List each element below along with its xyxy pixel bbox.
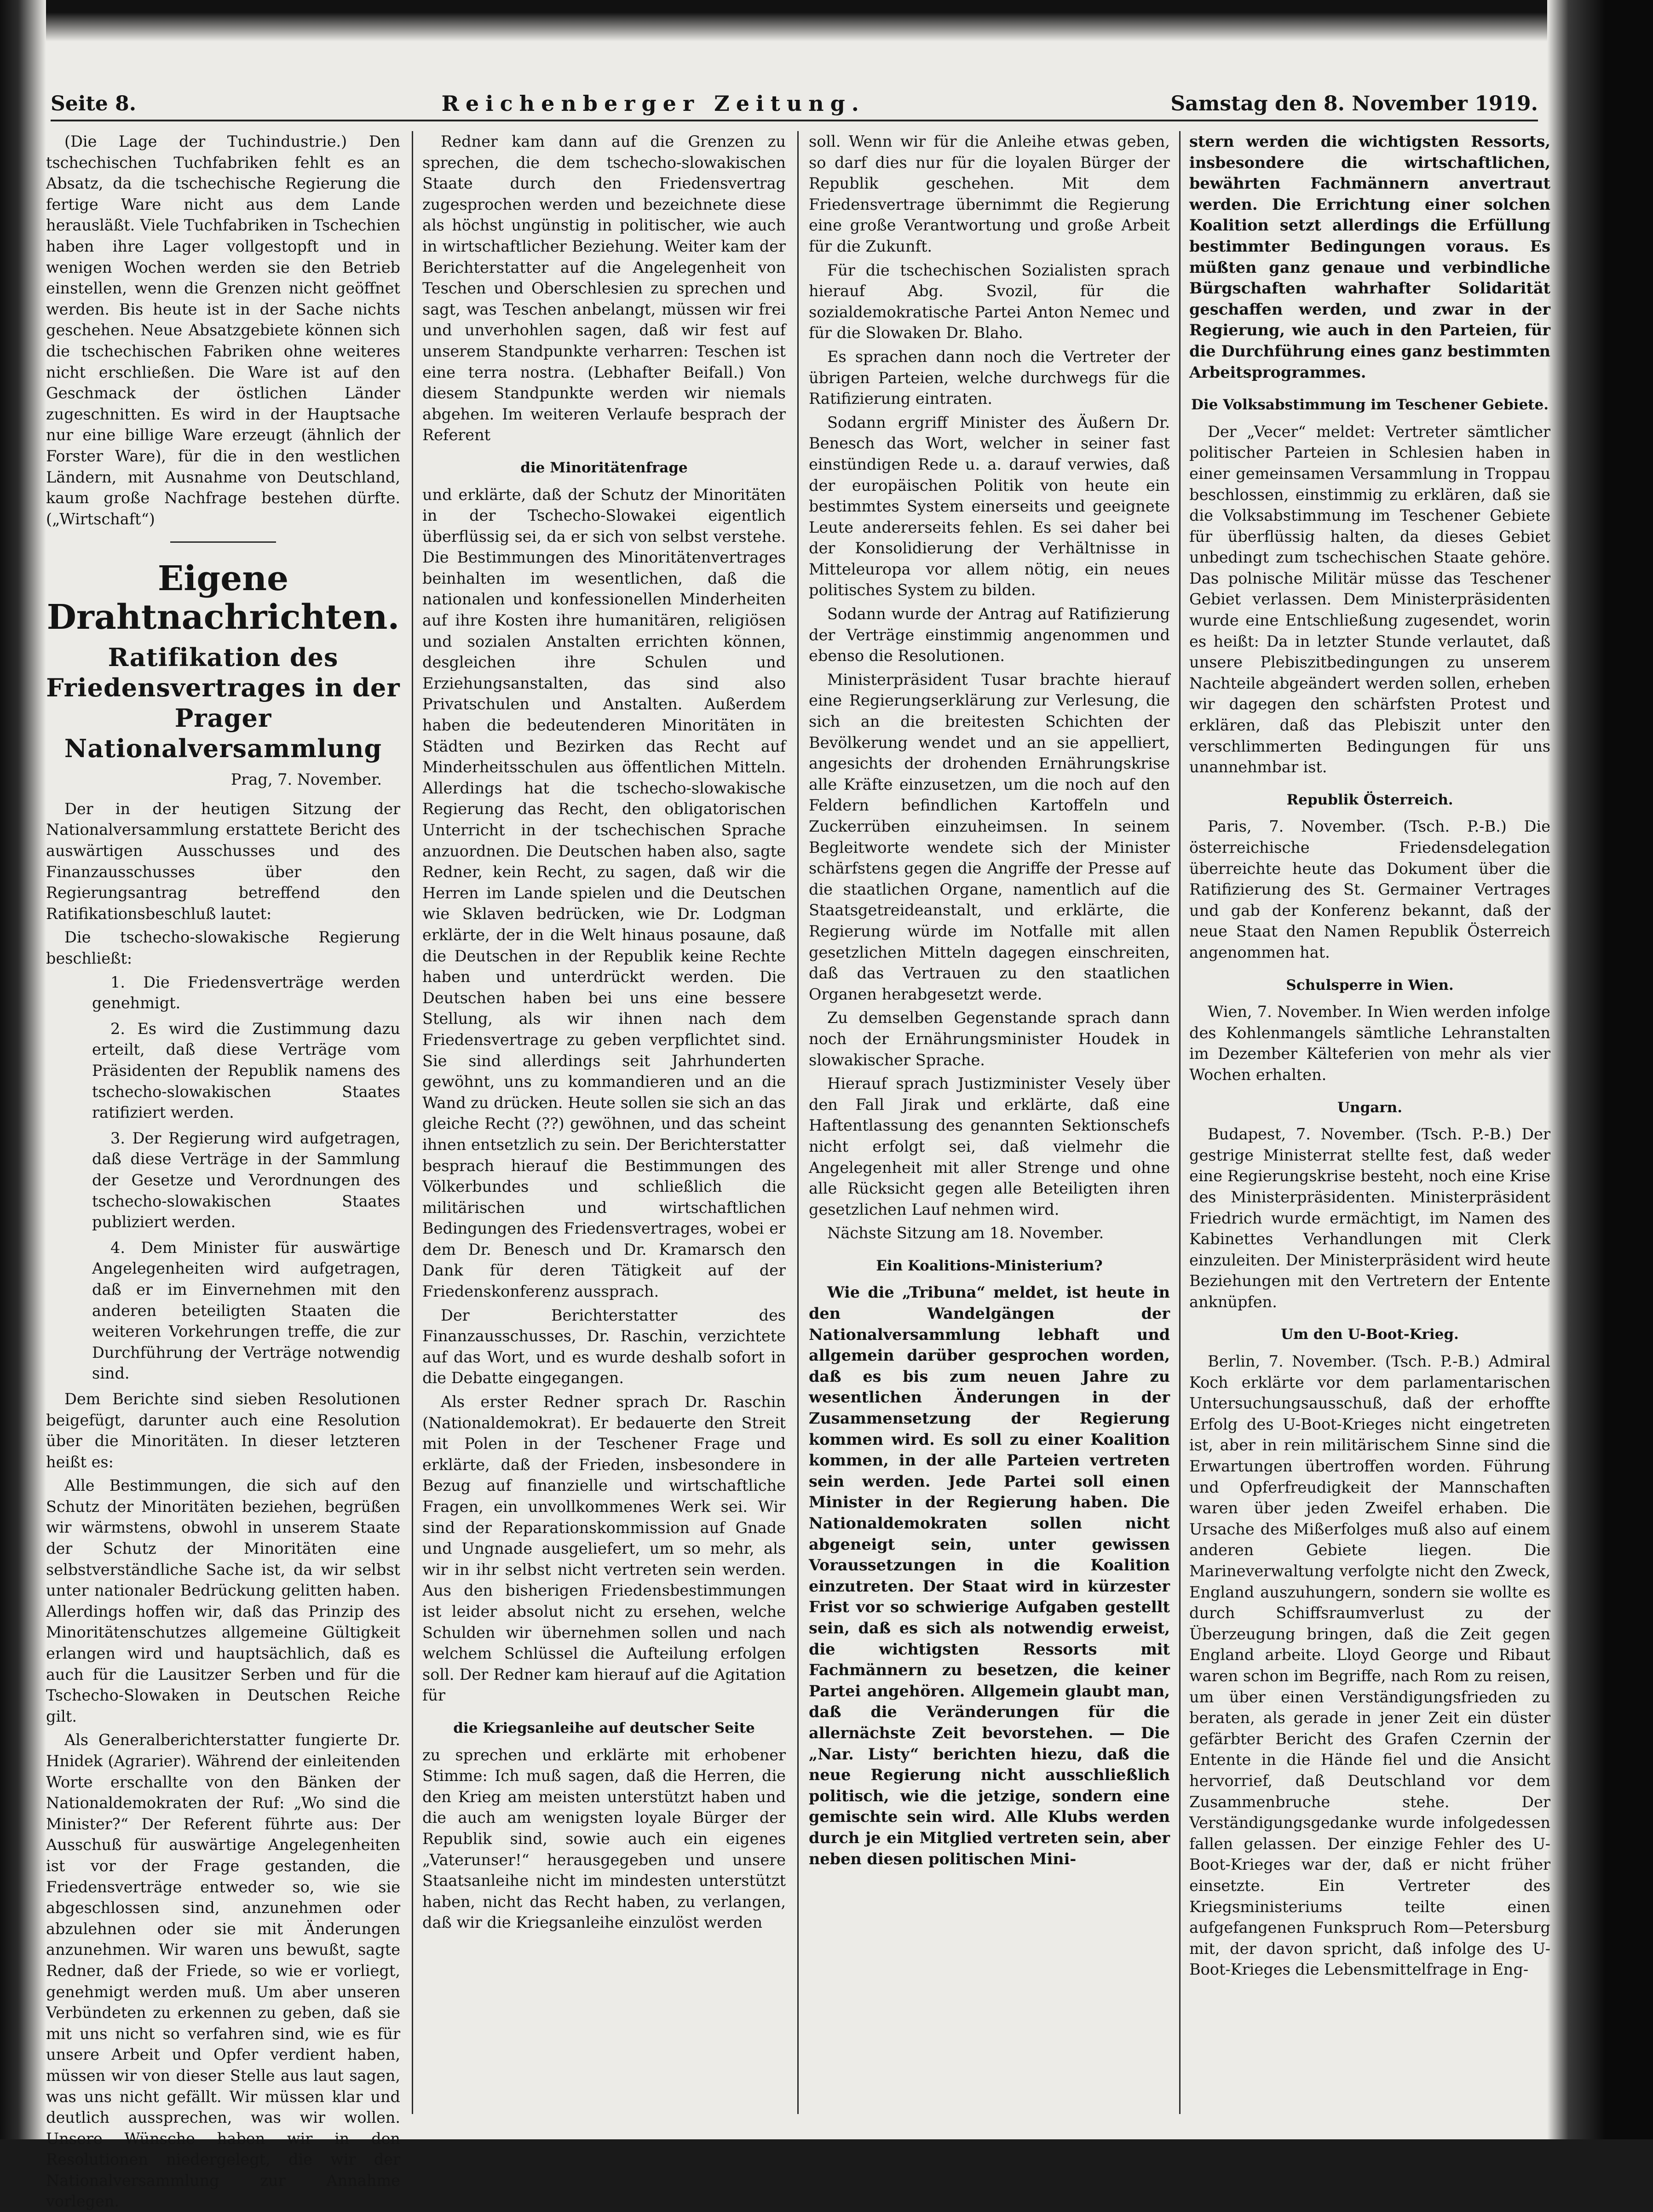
scan-edge-left xyxy=(0,0,46,2139)
paragraph: Der in der heutigen Sitzung der Nationalversammlung erstattete Bericht des auswärtigen Ausschusses und des Finanzausschusses über den Regierungsantrag betreffend den Ratifikationsbeschluß lautet: xyxy=(46,799,400,923)
subheading: Schulsperre in Wien. xyxy=(1286,977,1454,994)
subheading: die Kriegsanleihe auf deutscher Seite xyxy=(453,1719,755,1736)
paragraph: Sodann wurde der Antrag auf Ratifizierung der Verträge einstimmig angenommen und ebenso die Resolutionen. xyxy=(809,605,1170,665)
paragraph: stern werden die wichtigsten Ressorts, insbesondere die wirtschaftlichen, bewährten Fachmännern anvertraut werden. Die Errichtung einer solchen Koalition setzt allerdings die Erfüllung bestimmter Bedingungen voraus. Es müßten ganz genaue und verbindliche Bürgschaften wahrhafter Solidarität geschaffen werden, und zwar in der Regierung, wie auch in den Parteien, für die Durchführung eines ganz bestimmten Arbeitsprogrammes. xyxy=(1189,132,1550,381)
newspaper-title: Reichenberger Zeitung. xyxy=(441,91,865,116)
subheading: Ungarn. xyxy=(1337,1099,1402,1116)
dateline: Prag, 7. November. xyxy=(230,770,382,789)
paragraph: Hierauf sprach Justizminister Vesely über den Fall Jirak und erklärte, daß eine Haftentlassung des genannten Sektionschefs nicht erfolgt sei, daß vielmehr die Angelegenheit mit aller Strenge und ohne alle Rücksicht gegen alle Beteiligten ihren gesetzlichen Lauf nehmen wird. xyxy=(809,1074,1170,1218)
article-headline: Ratifikation des Friedensvertrages in der Prager Nationalversammlung xyxy=(46,643,400,764)
section-heading: Eigene Drahtnachrichten. xyxy=(46,559,400,638)
paragraph: zu sprechen und erklärte mit erhobener Stimme: Ich muß sagen, daß die Herren, die den Krieg am meisten unterstützt haben und die auch am wenigsten loyale Bürger der Republik sind, sowie auch ein eigenes „Vaterunser!“ herausgegeben und unsere Staatsanleihe nicht im mindesten unterstützt haben, nicht das Recht haben, zu verlangen, daß wir die Kriegsanleihe einzulöst werden xyxy=(422,1746,786,1932)
subheading: Die Volksabstimmung im Teschener Gebiete. xyxy=(1191,396,1549,414)
paragraph: Als erster Redner sprach Dr. Raschin (Nationaldemokrat). Er bedauerte den Streit mit Polen in der Teschener Frage und erklärte, daß der Frieden, insbesondere in Bezug auf finanzielle und wirtschaftliche Fragen, ein unvollkommenes Werk sei. Wir sind der Reparationskommission auf Gnade und Ungnade ausgeliefert, um so mehr, als wir in ihr selbst nicht vertreten sein werden. Aus den bisherigen Friedensbestimmungen ist leider absolut nicht zu ersehen, welche Schulden wir übernehmen sollen und nach welchem Schlüssel die Aufteilung erfolgen soll. Der Redner kam hierauf auf die Agitation für xyxy=(422,1393,786,1705)
resolution-item: 1. Die Friedensverträge werden genehmigt. xyxy=(92,973,400,1012)
subheading: Um den U-Boot-Krieg. xyxy=(1281,1326,1459,1343)
resolution-item: 3. Der Regierung wird aufgetragen, daß diese Verträge in der Sammlung der Gesetze und Verordnungen des tschecho-slowakischen Staates publiziert werden. xyxy=(92,1129,400,1231)
column-2 xyxy=(422,131,786,2114)
subheading: die Minoritätenfrage xyxy=(520,459,688,476)
scan-edge-right xyxy=(1547,0,1653,2139)
paragraph: Als Generalberichterstatter fungierte Dr. Hnidek (Agrarier). Während der einleitenden Worte erschallte von den Bänken der Nationaldemokraten der Ruf: „Wo sind die Minister?“ Der Referent führte aus: Der Ausschuß für auswärtige Angelegenheiten ist vor der Frage gestanden, die Friedensverträge entweder so, wie sie abgeschlossen sind, anzunehmen oder abzulehnen oder sie mit Änderungen anzunehmen. Wir waren uns bewußt, sagte Redner, daß der Friede, so wie er vorliegt, genehmigt werden muß. Um aber unseren Verbündeten zu erkennen zu geben, daß sie mit uns nicht so verfahren sind, wie es für unsere Arbeit und Opfer verdient haben, müssen wir von dieser Stelle aus laut sagen, was uns nicht gefällt. Wir müssen klar und deutlich aussprechen, was wir wollen. Unsere Wünsche haben wir in den Resolutionen niedergelegt, die wir der Nationalversammlung zur Annahme vorlegen. xyxy=(46,1731,400,2211)
paragraph: Budapest, 7. November. (Tsch. P.-B.) Der gestrige Ministerrat stellte fest, daß weder eine Regierungskrise besteht, noch eine Krise des Ministerpräsidenten. Ministerpräsident Friedrich wurde ermächtigt, im Namen des Kabinettes Verhandlungen mit Clerk einzuleiten. Der Ministerpräsident wird heute Beziehungen mit den Vertretern der Entente anknüpfen. xyxy=(1189,1125,1550,1311)
paragraph: Der Berichterstatter des Finanzausschusses, Dr. Raschin, verzichtete auf das Wort, und es wurde deshalb sofort in die Debatte eingegangen. xyxy=(422,1306,786,1387)
paragraph: Die tschecho-slowakische Regierung beschließt: xyxy=(46,928,400,968)
column-rule xyxy=(412,131,413,2114)
paragraph: Nächste Sitzung am 18. November. xyxy=(827,1224,1104,1242)
page-number: Seite 8. xyxy=(51,92,137,115)
paragraph: Es sprachen dann noch die Vertreter der übrigen Parteien, welche durchwegs für die Ratifizierung eintraten. xyxy=(809,347,1170,408)
resolution-item: 4. Dem Minister für auswärtige Angelegenheiten wird aufgetragen, daß er im Einvernehmen mit den anderen beteiligten Staaten die weiteren Vorkehrungen treffe, die zur Durchführung der Verträge notwendig sind. xyxy=(92,1238,400,1383)
paragraph: Wien, 7. November. In Wien werden infolge des Kohlenmangels sämtliche Lehranstalten im Dezember Kälteferien von mehr als vier Wochen erhalten. xyxy=(1189,1003,1550,1084)
paragraph: Wie die „Tribuna“ meldet, ist heute in den Wandelgängen der Nationalversammlung lebhaft und allgemein darüber gesprochen worden, daß es bis zum neuen Jahre zu wesentlichen Änderungen in der Zusammensetzung der Regierung kommen wird. Es soll zu einer Koalition kommen, in der alle Parteien vertreten sein werden. Jede Partei soll einen Minister in der Regierung haben. Die Nationaldemokraten sollen nicht abgeneigt sein, unter gewissen Voraussetzungen in die Koalition einzutreten. Der Staat wird in kürzester Frist vor so schwierige Aufgaben gestellt sein, daß es sich als notwendig erweist, die wichtigsten Ressorts mit Fachmännern zu besetzen, die keiner Partei angehören. Allgemein glaubt man, daß die Veränderungen für die allernächste Zeit bevorstehen. — Die „Nar. Listy“ berichten hiezu, daß die neue Regierung nicht ausschließlich politisch, wie die jetzige, sondern eine gemischte sein wird. Alle Klubs werden durch je ein Mitglied vertreten sein, aber neben diesen politischen Mini- xyxy=(809,1283,1170,1868)
column-1 xyxy=(46,131,400,2211)
column-3 xyxy=(809,131,1170,2114)
column-rule xyxy=(1179,131,1181,2114)
paragraph: Zu demselben Gegenstande sprach dann noch der Ernährungsminister Houdek in slowakischer Sprache. xyxy=(809,1009,1170,1069)
paragraph: Redner kam dann auf die Grenzen zu sprechen, die dem tschecho-slowakischen Staate durch den Friedensvertrag zugesprochen werden und bezeichnete diese als höchst ungünstig in politischer, wie auch in wirtschaftlicher Beziehung. Weiter kam der Berichterstatter auf die Angelegenheit von Teschen und Oberschlesien zu sprechen und sagt, was Teschen anbelangt, müssen wir frei und unverhohlen sagen, daß wir fest auf unserem Standpunkte verharren: Teschen ist eine terra nostra. (Lebhafter Beifall.) Von diesem Standpunkte werden wir niemals abgehen. Im weiteren Verlaufe besprach der Referent xyxy=(422,132,786,444)
issue-date: Samstag den 8. November 1919. xyxy=(1170,92,1538,115)
column-4 xyxy=(1189,131,1550,2114)
paragraph: Ministerpräsident Tusar brachte hierauf eine Regierungserklärung zur Verlesung, die sich an die breitesten Schichten der Bevölkerung wendet und an sie appelliert, angesichts der drohenden Ernährungskrise alle Kräfte einzusetzen, um die noch auf den Feldern befindlichen Kartoffeln und Zuckerrüben einzuheimsen. In seinem Begleitworte wendete sich der Minister schärfstens gegen die Angriffe der Presse auf die staatlichen Organe, namentlich auf die Staatsgetreideanstalt, und erklärte, die Regierung würde im Notfalle mit allen gesetzlichen Mitteln dagegen einschreiten, daß das Vertrauen zu den staatlichen Organen herabgesetzt werde. xyxy=(809,670,1170,1003)
paragraph: Dem Berichte sind sieben Resolutionen beigefügt, darunter auch eine Resolution über die Minoritäten. In dieser letzteren heißt es: xyxy=(46,1390,400,1471)
paragraph: Der „Vecer“ meldet: Vertreter sämtlicher politischer Parteien in Schlesien haben in einer gemeinsamen Versammlung in Troppau beschlossen, einstimmig zu erklären, daß sie die Volksabstimmung im Teschener Gebiete für überflüssig halten, da dieses Gebiet unbedingt zum tschechischen Staate gehöre. Das polnische Militär müsse das Teschener Gebiet verlassen. Dem Ministerpräsidenten wurde eine Entschließung zugesendet, worin es heißt: Da in letzter Stunde verlautet, daß unsere Plebiszitbedingungen zu unserem Nachteile abgeändert werden sollen, erheben wir dagegen den schärfsten Protest und erklären, daß das Plebiszit unter den verschlimmerten Bedingungen für uns unannehmbar ist. xyxy=(1189,422,1550,776)
section-divider xyxy=(170,541,276,543)
column-rule xyxy=(797,131,799,2114)
paragraph: Alle Bestimmungen, die sich auf den Schutz der Minoritäten beziehen, begrüßen wir wärmstens, obwohl in unserem Staate der Schutz der Minoritäten eine selbstverständliche Sache ist, da wir selbst unter nationaler Bedrückung gelitten haben. Allerdings hoffen wir, daß das Prinzip des Minoritätenschutzes allgemeine Gültigkeit erlangen wird und hauptsächlich, daß es auch für die Lausitzer Serben und für die Tschecho-Slowaken in Deutschen Reiche gilt. xyxy=(46,1477,400,1725)
paragraph: soll. Wenn wir für die Anleihe etwas geben, so darf dies nur für die loyalen Bürger der Republik geschehen. Mit dem Friedensvertrage übernimmt die Regierung eine große Verantwortung und große Arbeit für die Zukunft. xyxy=(809,132,1170,255)
subheading: Ein Koalitions-Ministerium? xyxy=(876,1257,1103,1274)
subheading: Republik Österreich. xyxy=(1286,791,1453,808)
paragraph: und erklärte, daß der Schutz der Minoritäten in der Tschecho-Slowakei eigentlich überflüssig sei, da er sich von selbst verstehe. Die Bestimmungen des Minoritätenvertrages beinhalten im wesentlichen, daß die nationalen und konfessionellen Minderheiten auf ihre Kosten ihre humanitären, religiösen und sozialen Anstalten errichten können, desgleichen ihre Schulen und Erziehungsanstalten, das sind also Privatschulen und Anstalten. Außerdem haben die bedeutenderen Minoritäten in Städten und Bezirken das Recht auf Minderheitsschulen aus öffentlichen Mitteln. Allerdings hat die tschecho-slowakische Regierung das Recht, den obligatorischen Unterricht in der tschechischen Sprache anzuordnen. Die Deutschen haben also, sagte Redner, kein Recht, zu sagen, daß wir die Herren im Lande spielen und die Deutschen wie Sklaven bedrücken, wie Dr. Lodgman erklärte, der in die Welt hinaus posaune, daß die Deutschen in der Republik keine Rechte haben und unterdrückt werden. Die Deutschen haben bei uns eine bessere Stellung, als wir ihnen nach dem Friedensvertrage zu geben verpflichtet sind. Sie sind allerdings seit Jahrhunderten gewöhnt, uns zu kommandieren und an die Wand zu drücken. Heute sollen sie sich an das gleiche Recht (??) gewöhnen, und das scheint ihnen entsetzlich zu sein. Der Berichterstatter besprach hierauf die Bestimmungen des Völkerbundes und schließlich die militärischen und wirtschaftlichen Bedingungen des Friedensvertrages, wobei er dem Dr. Benesch und Dr. Kramarsch den Dank für deren Tätigkeit auf der Friedenskonferenz aussprach. xyxy=(422,485,786,1301)
paragraph: Berlin, 7. November. (Tsch. P.-B.) Admiral Koch erklärte vor dem parlamentarischen Untersuchungsausschuß, daß der erhoffte Erfolg des U-Boot-Krieges nicht eingetreten ist, aber in rein militärischem Sinne sind die Erwartungen übertroffen worden. Führung und Opferfreudigkeit der Mannschaften waren über jeden Zweifel erhaben. Die Ursache des Mißerfolges muß also auf einem anderen Gebiete liegen. Die Marineverwaltung verfolgte nicht den Zweck, England auszuhungern, sondern sie wollte es durch Schiffsraumverlust zu der Überzeugung bringen, daß die Zeit gegen England arbeite. Lloyd George und Ribaut waren schon im Begriffe, nach Rom zu reisen, um über einen Verständigungsfrieden zu beraten, als gerade in jener Zeit ein düster gefärbter Bericht des Grafen Czernin der Entente in die Hände fiel und die Ansicht hervorrief, daß Deutschland vor dem Zusammenbruche stehe. Der Verständigungsgedanke wurde infolgedessen fallen gelassen. Der einzige Fehler des U-Boot-Krieges war der, daß er nicht früher einsetzte. Ein Vertreter des Kriegsministeriums teilte einen aufgefangenen Funkspruch Rom—Petersburg mit, der davon spricht, daß infolge des U-Boot-Krieges die Lebensmittelfrage in Eng- xyxy=(1189,1352,1550,1979)
resolution-item: 2. Es wird die Zustimmung dazu erteilt, daß diese Verträge vom Präsidenten der Republik namens des tschecho-slowakischen Staates ratifiziert werden. xyxy=(92,1019,400,1122)
page-header xyxy=(51,87,1538,121)
paragraph: Für die tschechischen Sozialisten sprach hierauf Abg. Svozil, für die sozialdemokratische Partei Anton Nemec und für die Slowaken Dr. Blaho. xyxy=(809,261,1170,342)
paragraph: Paris, 7. November. (Tsch. P.-B.) Die österreichische Friedensdelegation überreichte heute das Dokument über die Ratifizierung des St. Germainer Vertrages und gab der Konferenz bekannt, daß der neue Staat den Namen Republik Österreich angenommen hat. xyxy=(1189,817,1550,961)
scan-edge-top xyxy=(0,0,1653,41)
article-tuchindustrie: (Die Lage der Tuchindustrie.) Den tschechischen Tuchfabriken fehlt es an Absatz, da die tschechische Regierung die fertige Ware nicht aus dem Lande herausläßt. Viele Tuchfabriken in Tschechien haben ihre Lager vollgestopft und in wenigen Wochen werden sie den Betrieb einstellen, wenn die Grenzen nicht geöffnet werden. Bis heute ist in der Sache nichts geschehen. Neue Absatzgebiete können sich die tschechischen Fabriken ohne weiteres nicht erschließen. Die Ware ist auf den Geschmack der östlichen Länder zugeschnitten. Es wird in der Hauptsache nur eine billige Ware erzeugt (ähnlich der Forster Ware), für die in den westlichen Ländern, mit Ausnahme von Deutschland, kaum große Nachfrage bestehen dürfte. („Wirtschaft“) xyxy=(46,132,400,528)
paragraph: Sodann ergriff Minister des Äußern Dr. Benesch das Wort, welcher in seiner fast einstündigen Rede u. a. darauf verwies, daß der europäischen Politik von heute ein bestimmtes System einerseits und geeignete Leute andererseits fehlen. Es sei daher bei der Konsolidierung der Verhältnisse in Mitteleuropa vor allem nötig, ein neues politisches System zu bilden. xyxy=(809,413,1170,599)
